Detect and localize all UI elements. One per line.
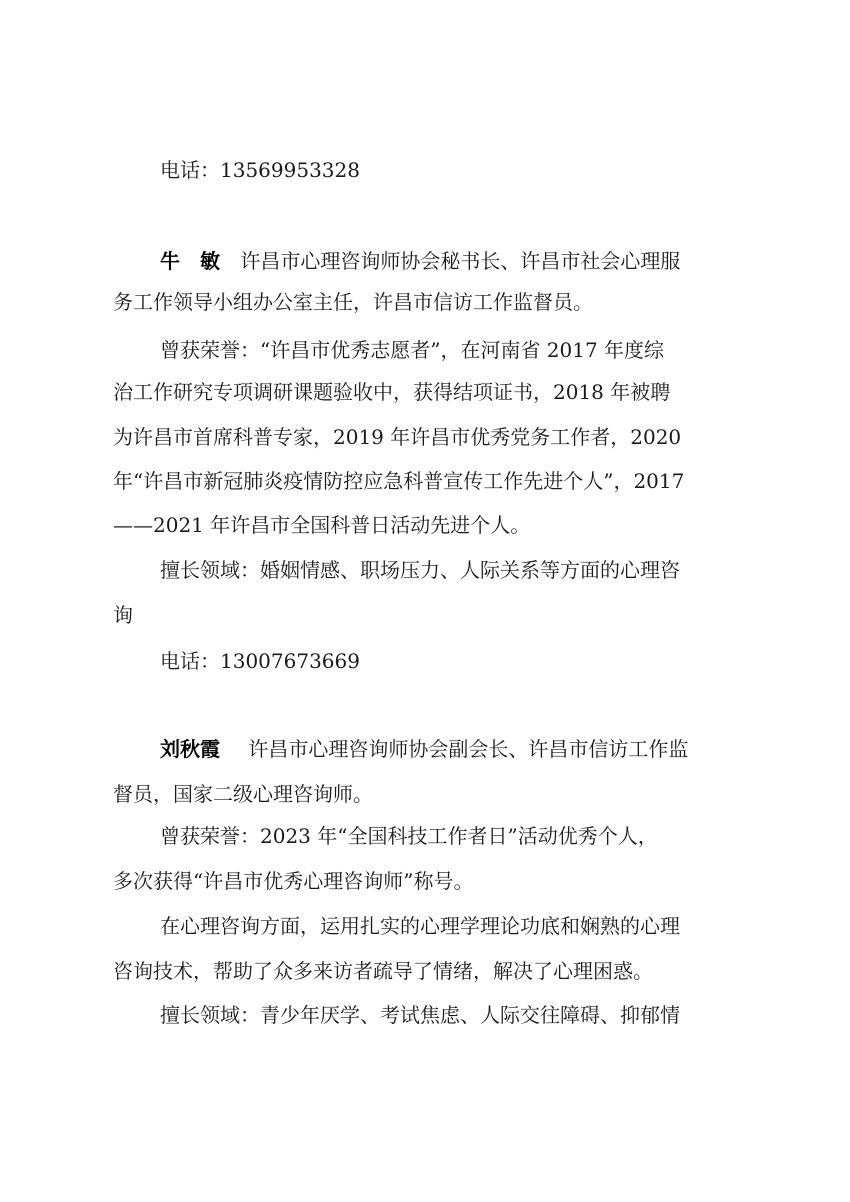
profile-heading-liu-qiuxia	[160, 735, 850, 763]
person-name: 刘秋霞	[160, 737, 220, 761]
honor-line: 治工作研究专项调研课题验收中，获得结项证书，2018 年被聘	[113, 380, 671, 404]
phone-line-1: 电话：13569953328	[160, 158, 360, 182]
description-line: 咨询技术，帮助了众多来访者疏导了情绪，解决了心理困惑。	[113, 959, 653, 983]
expertise-line: 擅长领域：青少年厌学、考试焦虑、人际交往障碍、抑郁情	[160, 1003, 680, 1027]
honor-line: 曾获荣誉：“许昌市优秀志愿者”，在河南省 2017 年度综	[160, 338, 665, 362]
honor-line: 年“许昌市新冠肺炎疫情防控应急科普宣传工作先进个人”，2017	[113, 469, 685, 493]
description-line: 在心理咨询方面，运用扎实的心理学理论功底和娴熟的心理	[160, 914, 680, 938]
person-name: 牛 敏	[160, 249, 220, 273]
profile-intro-text: 许昌市心理咨询师协会副会长、许昌市信访工作监	[248, 737, 689, 761]
profile-intro-continued: 务工作领导小组办公室主任，许昌市信访工作监督员。	[113, 290, 593, 314]
honor-line: 曾获荣誉：2023 年“全国科技工作者日”活动优秀个人，	[160, 824, 658, 848]
profile-intro-text: 许昌市心理咨询师协会秘书长、许昌市社会心理服	[240, 249, 681, 273]
honor-line: 多次获得“许昌市优秀心理咨询师”称号。	[113, 869, 474, 893]
profile-intro-continued: 督员，国家二级心理咨询师。	[113, 782, 373, 806]
phone-line-2: 电话：13007673669	[160, 649, 360, 673]
expertise-line: 擅长领域：婚姻情感、职场压力、人际关系等方面的心理咨	[160, 558, 680, 582]
honor-line: 为许昌市首席科普专家，2019 年许昌市优秀党务工作者，2020	[113, 425, 682, 449]
honor-line: ——2021 年许昌市全国科普日活动先进个人。	[113, 513, 531, 537]
expertise-line: 询	[113, 603, 133, 627]
profile-heading-niu-min	[160, 247, 850, 275]
